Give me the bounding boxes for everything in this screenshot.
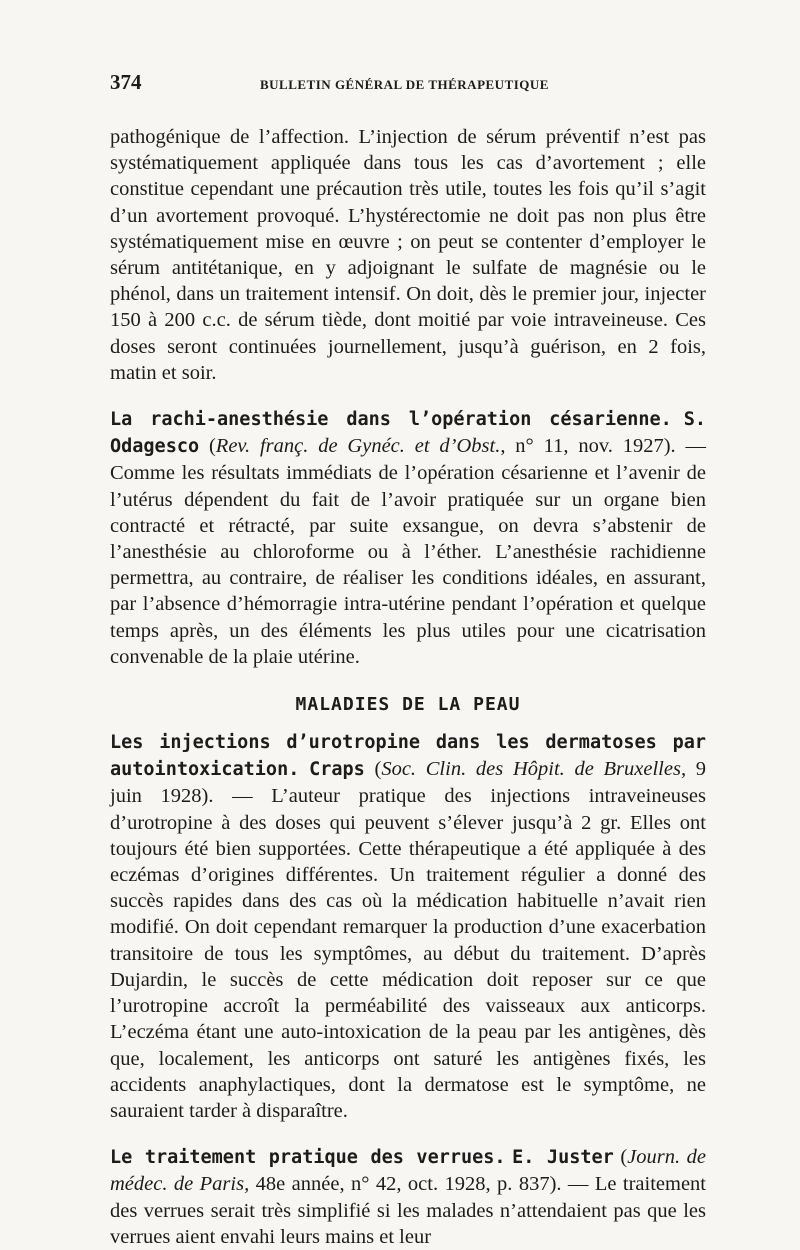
- section-heading: MALADIES DE LA PEAU: [295, 694, 521, 716]
- article-body: L’auteur pratique des injections intraveineuses d’urotropine à des doses qui peuvent s’élever jusqu’à 2 gr. Elles ont toujours été bien supportées. Cette thérapeutique a été appliquée à des eczémas d’origines différentes. Un traitement régulier a donné des succès rapides dans des cas où la médication habituelle n’avait rien modifié. On doit cependant remarquer la production d’une exacerbation transitoire de tous les symptômes, au début du traitement. D’après Dujardin, le succès de cette médication doit reposer sur ce que l’urotropine accroît la perméabilité des vaisseaux aux anticorps. L’eczéma étant une auto-intoxication de la peau par les antigènes, dès que, localement, les anticorps ont saturé les antigènes fixés, les accidents anaphylactiques, dont la dermatose est le symptôme, ne sauraient tarder à disparaître.: [110, 785, 707, 1122]
- article-urotropine: [110, 729, 706, 1124]
- page-header: [110, 70, 706, 110]
- ref-open: (: [364, 758, 382, 781]
- article-verrues: [110, 1144, 706, 1250]
- running-title: BULLETIN GÉNÉRAL DE THÉRAPEUTIQUE: [260, 77, 549, 92]
- article-reference-source: Rev. franç. de Gynéc. et d’Obst.: [215, 435, 501, 458]
- article-author: E. Juster: [512, 1147, 614, 1169]
- article-author: Craps: [309, 759, 365, 781]
- article-reference-details: , n° 11, nov. 1927). —: [500, 435, 707, 458]
- article-reference-source: Journ. de médec. de Paris,: [110, 1146, 707, 1196]
- intro-paragraph: pathogénique de l’affection. L’injection de sérum préventif n’est pas systématiquement appliquée dans tous les cas d’avortement ; elle constitue cependant une précaution très utile, toutes les fois qu’il s’agit d’un avortement provoqué. L’hystérectomie ne doit pas non plus être systématiquement mise en œuvre ; on peut se contenter d’employer le sérum antitétanique, en y adjoignant le sulfate de magnésie ou le phénol, dans un traitement intensif. On doit, dès le premier jour, injecter 150 à 200 c.c. de sérum tiède, dont moitié par voie intraveineuse. Ces doses seront continuées journellement, jusqu’à guérison, en 2 fois, matin et soir.: [110, 126, 706, 384]
- ref-open: (: [613, 1146, 628, 1169]
- article-body: Comme les résultats immédiats de l’opération césarienne et l’avenir de l’utérus dépendent du fait de l’avoir pratiquée sur un organe bien contracté et rétracté, par suite exsangue, on devra s’abstenir de l’anesthésie au chloroforme ou à l’éther. L’anesthésie rachidienne permettra, au contraire, de réaliser les conditions idéales, en assurant, par l’absence d’hémorragie intra-utérine pendant l’opération et quelque temps après, un des éléments les plus utiles pour une cicatrisation convenable de la plaie utérine.: [110, 462, 706, 668]
- article-title: Le traitement pratique des verrues.: [110, 1147, 506, 1169]
- article-reference-source: Soc. Clin. des Hôpit. de Bruxelles,: [381, 758, 687, 781]
- article-author: S. Odagesco: [110, 409, 706, 458]
- page-number: 374: [110, 70, 142, 94]
- article-reference-details: 9 juin 1928). —: [110, 758, 707, 808]
- article-reference-details: 48e année, n° 42, oct. 1928, p. 837). —: [249, 1173, 595, 1196]
- ref-open: (: [199, 435, 216, 458]
- article-rachi-anesthesie: [110, 406, 706, 670]
- article-title: Les injections d’urotropine dans les dermatoses par autointoxication.: [110, 732, 706, 781]
- article-body: Le traitement des verrues serait très simplifié si les malades n’attendaient pas que les verrues aient envahi leurs mains et leur: [110, 1173, 706, 1248]
- article-title: La rachi-anesthésie dans l’opération césarienne.: [110, 409, 672, 431]
